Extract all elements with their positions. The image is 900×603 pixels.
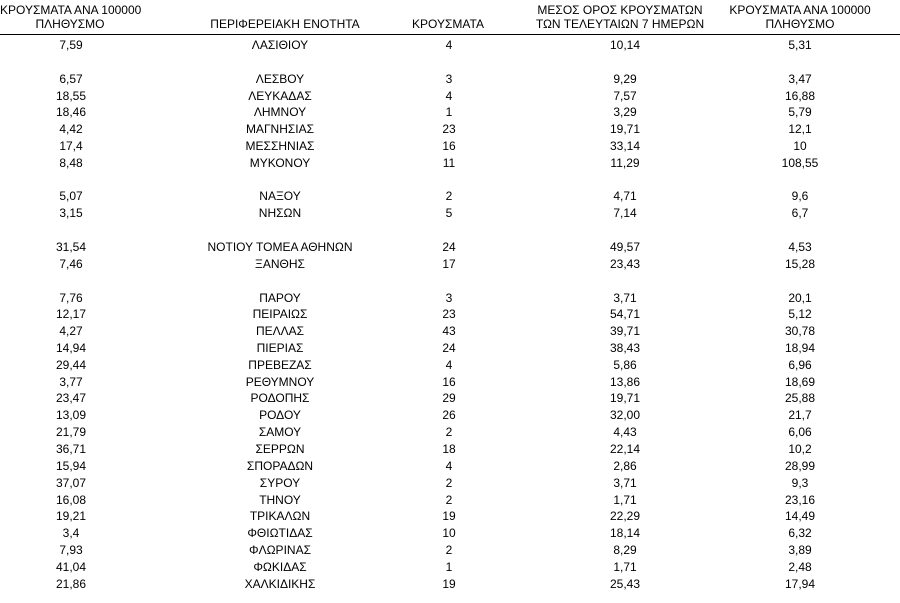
cell-regional-unit: ΤΗΝΟΥ [259, 493, 301, 507]
table-row [0, 559, 900, 576]
cell-cases: 3 [445, 72, 453, 86]
cell-seven-day-average: 32,00 [609, 408, 641, 422]
table-row [0, 458, 900, 475]
table-row [0, 205, 900, 222]
cell-cases: 11 [442, 156, 456, 170]
table-row [0, 508, 900, 525]
cell-cases: 4 [445, 89, 453, 103]
cell-regional-unit: ΞΑΝΘΗΣ [255, 257, 305, 271]
cell-cases-per-100000-right: 108,55 [781, 156, 819, 170]
cell-cases: 29 [442, 391, 456, 405]
cell-cases: 23 [442, 122, 456, 136]
cell-cases-per-100000-right: 5,12 [788, 307, 812, 321]
cell-regional-unit: ΣΥΡΟΥ [259, 476, 301, 490]
cell-seven-day-average: 38,43 [609, 341, 641, 355]
cell-cases: 24 [442, 341, 456, 355]
cell-cases-per-100000-left: 14,94 [55, 341, 87, 355]
cell-cases: 19 [442, 509, 456, 523]
cell-cases-per-100000-right: 5,79 [788, 105, 812, 119]
cell-regional-unit: ΜΕΣΣΗΝΙΑΣ [245, 139, 315, 153]
cell-seven-day-average: 8,29 [613, 543, 637, 557]
table-row [0, 37, 900, 54]
cell-cases: 4 [445, 358, 453, 372]
cell-cases-per-100000-left: 12,17 [55, 307, 87, 321]
cell-cases-per-100000-left: 3,77 [59, 375, 83, 389]
cell-regional-unit: ΠΕΛΛΑΣ [255, 324, 305, 338]
cell-seven-day-average: 1,71 [613, 560, 637, 574]
cell-seven-day-average: 4,43 [613, 425, 637, 439]
cell-cases-per-100000-left: 7,93 [59, 543, 83, 557]
cell-cases-per-100000-right: 17,94 [784, 577, 816, 591]
table-row [0, 323, 900, 340]
cell-regional-unit: ΦΘΙΩΤΙΔΑΣ [247, 526, 313, 540]
cell-cases: 4 [445, 38, 453, 52]
cell-seven-day-average: 5,86 [613, 358, 637, 372]
cell-seven-day-average: 22,29 [609, 509, 641, 523]
cell-regional-unit: ΡΟΔΟΥ [259, 408, 301, 422]
table-row [0, 492, 900, 509]
cell-cases-per-100000-left: 18,46 [55, 105, 87, 119]
cell-cases-per-100000-right: 14,49 [784, 509, 816, 523]
cell-cases-per-100000-left: 3,15 [59, 206, 83, 220]
cell-seven-day-average: 19,71 [609, 391, 641, 405]
cell-cases-per-100000-right: 6,96 [788, 358, 812, 372]
cell-cases-per-100000-left: 5,07 [59, 189, 83, 203]
cell-seven-day-average: 7,14 [613, 206, 637, 220]
cell-regional-unit: ΦΩΚΙΔΑΣ [253, 560, 307, 574]
cell-regional-unit: ΝΗΣΩΝ [258, 206, 302, 220]
cell-seven-day-average: 2,86 [613, 459, 637, 473]
cell-seven-day-average: 19,71 [609, 122, 641, 136]
cell-cases: 19 [442, 577, 456, 591]
header-cases [400, 3, 496, 31]
cell-cases-per-100000-left: 29,44 [55, 358, 87, 372]
table-row [0, 256, 900, 273]
header-line: ΚΡΟΥΣΜΑΤΑ ΑΝΑ 100000 [729, 3, 871, 17]
cell-seven-day-average: 13,86 [609, 375, 641, 389]
cell-cases-per-100000-right: 2,48 [788, 560, 812, 574]
table-row [0, 475, 900, 492]
cell-regional-unit: ΡΟΔΟΠΗΣ [250, 391, 310, 405]
cell-seven-day-average: 3,71 [613, 291, 637, 305]
cell-seven-day-average: 33,14 [609, 139, 641, 153]
cell-regional-unit: ΝΑΞΟΥ [259, 189, 301, 203]
cell-regional-unit: ΛΕΣΒΟΥ [255, 72, 305, 86]
table-row [0, 306, 900, 323]
cell-regional-unit: ΠΕΙΡΑΙΩΣ [252, 307, 308, 321]
cell-cases-per-100000-left: 36,71 [55, 442, 87, 456]
cell-cases-per-100000-right: 15,28 [784, 257, 816, 271]
cell-regional-unit: ΠΑΡΟΥ [259, 291, 301, 305]
cell-cases-per-100000-left: 23,47 [55, 391, 87, 405]
cell-seven-day-average: 25,43 [609, 577, 641, 591]
cell-cases: 2 [445, 189, 453, 203]
cell-cases: 16 [442, 139, 456, 153]
cell-seven-day-average: 4,71 [613, 189, 637, 203]
header-line: ΤΩΝ ΤΕΛΕΥΤΑΙΩΝ 7 ΗΜΕΡΩΝ [535, 17, 705, 31]
cell-cases-per-100000-right: 20,1 [788, 291, 812, 305]
table-row [0, 407, 900, 424]
cell-cases: 2 [445, 493, 453, 507]
header-line [160, 3, 410, 17]
cell-regional-unit: ΛΑΣΙΘΙΟΥ [251, 38, 309, 52]
header-line: ΠΕΡΙΦΕΡΕΙΑΚΗ ΕΝΟΤΗΤΑ [210, 17, 360, 31]
header-line: ΠΛΗΘΥΣΜΟ [765, 17, 835, 31]
cell-cases-per-100000-left: 6,57 [59, 72, 83, 86]
table-row [0, 71, 900, 88]
cell-regional-unit: ΣΕΡΡΩΝ [255, 442, 305, 456]
cell-cases-per-100000-right: 21,7 [788, 408, 812, 422]
table-row [0, 88, 900, 105]
cell-regional-unit: ΜΥΚΟΝΟΥ [249, 156, 311, 170]
header-divider [0, 34, 900, 35]
cell-seven-day-average: 11,29 [610, 156, 640, 170]
cell-seven-day-average: 3,29 [613, 105, 637, 119]
cell-regional-unit: ΣΑΜΟΥ [258, 425, 302, 439]
cell-cases-per-100000-right: 9,6 [791, 189, 809, 203]
cell-cases-per-100000-left: 41,04 [55, 560, 87, 574]
cell-regional-unit: ΛΕΥΚΑΔΑΣ [248, 89, 312, 103]
cell-seven-day-average: 9,29 [613, 72, 637, 86]
cell-cases-per-100000-right: 3,89 [788, 543, 812, 557]
header-line: ΚΡΟΥΣΜΑΤΑ ΑΝΑ 100000 [0, 3, 142, 17]
header-line: ΜΕΣΟΣ ΟΡΟΣ ΚΡΟΥΣΜΑΤΩΝ [537, 3, 703, 17]
cell-cases: 4 [445, 459, 453, 473]
cell-cases-per-100000-right: 6,06 [788, 425, 812, 439]
cell-seven-day-average: 23,43 [609, 257, 641, 271]
header-line [400, 3, 496, 17]
table-row [0, 155, 900, 172]
table-row [0, 441, 900, 458]
cell-cases-per-100000-left: 21,79 [55, 425, 87, 439]
table-row [0, 357, 900, 374]
cell-cases-per-100000-left: 4,42 [59, 122, 83, 136]
cell-regional-unit: ΦΛΩΡΙΝΑΣ [249, 543, 311, 557]
cell-cases: 2 [445, 543, 453, 557]
cell-cases-per-100000-left: 17,4 [59, 139, 83, 153]
cell-cases-per-100000-left: 21,86 [55, 577, 87, 591]
cell-regional-unit: ΡΕΘΥΜΝΟΥ [245, 375, 315, 389]
cell-cases-per-100000-right: 18,69 [784, 375, 816, 389]
cell-seven-day-average: 49,57 [609, 240, 641, 254]
table-row [0, 138, 900, 155]
cell-cases-per-100000-right: 25,88 [784, 391, 816, 405]
cell-cases-per-100000-right: 10,2 [788, 442, 812, 456]
cell-regional-unit: ΠΙΕΡΙΑΣ [256, 341, 304, 355]
cell-cases: 1 [445, 105, 453, 119]
table-row [0, 424, 900, 441]
cell-regional-unit: ΣΠΟΡΑΔΩΝ [246, 459, 314, 473]
cell-cases: 18 [442, 442, 456, 456]
cell-seven-day-average: 7,57 [613, 89, 637, 103]
cell-seven-day-average: 22,14 [609, 442, 641, 456]
header-regional-unit [160, 3, 410, 31]
table-row [0, 121, 900, 138]
cell-cases-per-100000-left: 13,09 [55, 408, 87, 422]
cell-cases-per-100000-left: 7,76 [59, 291, 83, 305]
table-row [0, 576, 900, 593]
cell-cases-per-100000-left: 31,54 [55, 240, 87, 254]
cell-cases-per-100000-right: 16,88 [784, 89, 816, 103]
cell-cases-per-100000-left: 4,27 [59, 324, 83, 338]
cell-cases-per-100000-left: 8,48 [59, 156, 83, 170]
cell-cases: 1 [445, 560, 453, 574]
cell-regional-unit: ΤΡΙΚΑΛΩΝ [249, 509, 311, 523]
cell-cases-per-100000-left: 16,08 [55, 493, 87, 507]
cell-cases: 3 [445, 291, 453, 305]
table-row [0, 290, 900, 307]
cell-cases-per-100000-left: 7,46 [59, 257, 83, 271]
cell-cases-per-100000-right: 12,1 [788, 122, 812, 136]
cell-cases: 2 [445, 476, 453, 490]
header-line: ΠΛΗΘΥΣΜΟ [35, 17, 105, 31]
cell-cases-per-100000-right: 6,7 [791, 206, 809, 220]
table-row [0, 104, 900, 121]
cell-cases: 16 [442, 375, 456, 389]
cell-cases-per-100000-right: 3,47 [788, 72, 812, 86]
cell-cases: 5 [445, 206, 453, 220]
table-row [0, 525, 900, 542]
cell-regional-unit: ΝΟΤΙΟΥ ΤΟΜΕΑ ΑΘΗΝΩΝ [207, 240, 353, 254]
cell-cases-per-100000-right: 10 [793, 139, 807, 153]
cell-regional-unit: ΜΑΓΝΗΣΙΑΣ [245, 122, 315, 136]
cell-seven-day-average: 39,71 [609, 324, 641, 338]
cell-cases-per-100000-right: 6,32 [788, 526, 812, 540]
table-row [0, 542, 900, 559]
header-7-day-average [520, 3, 720, 31]
table-row [0, 340, 900, 357]
cell-cases-per-100000-right: 30,78 [784, 324, 816, 338]
cell-cases: 24 [442, 240, 456, 254]
cell-regional-unit: ΛΗΜΝΟΥ [253, 105, 307, 119]
cell-cases: 17 [442, 257, 456, 271]
cell-cases-per-100000-right: 18,94 [784, 341, 816, 355]
cell-cases: 10 [442, 526, 456, 540]
cell-cases-per-100000-left: 19,21 [55, 509, 87, 523]
cell-cases: 43 [442, 324, 456, 338]
cell-cases-per-100000-left: 18,55 [55, 89, 87, 103]
header-cases-per-100000-right [720, 3, 880, 31]
header-line: ΚΡΟΥΣΜΑΤΑ [412, 17, 484, 31]
cell-cases-per-100000-right: 4,53 [788, 240, 812, 254]
cell-seven-day-average: 1,71 [613, 493, 637, 507]
cell-cases-per-100000-left: 15,94 [55, 459, 87, 473]
cell-cases: 2 [445, 425, 453, 439]
cell-cases-per-100000-right: 9,3 [791, 476, 809, 490]
cell-seven-day-average: 54,71 [609, 307, 641, 321]
cell-seven-day-average: 10,14 [609, 38, 641, 52]
table-row [0, 374, 900, 391]
cell-cases-per-100000-right: 28,99 [784, 459, 816, 473]
cell-cases-per-100000-left: 37,07 [55, 476, 87, 490]
cell-cases-per-100000-left: 7,59 [59, 38, 83, 52]
cell-regional-unit: ΧΑΛΚΙΔΙΚΗΣ [244, 577, 316, 591]
cell-cases-per-100000-right: 5,31 [788, 38, 812, 52]
table-row [0, 188, 900, 205]
header-cases-per-100000-left [0, 3, 140, 31]
cell-seven-day-average: 3,71 [613, 476, 637, 490]
cell-regional-unit: ΠΡΕΒΕΖΑΣ [248, 358, 312, 372]
cell-seven-day-average: 18,14 [609, 526, 641, 540]
cell-cases: 26 [442, 408, 456, 422]
cell-cases-per-100000-left: 3,4 [62, 526, 80, 540]
cell-cases-per-100000-right: 23,16 [784, 493, 816, 507]
cell-cases: 23 [442, 307, 456, 321]
table-row [0, 239, 900, 256]
table-row [0, 390, 900, 407]
